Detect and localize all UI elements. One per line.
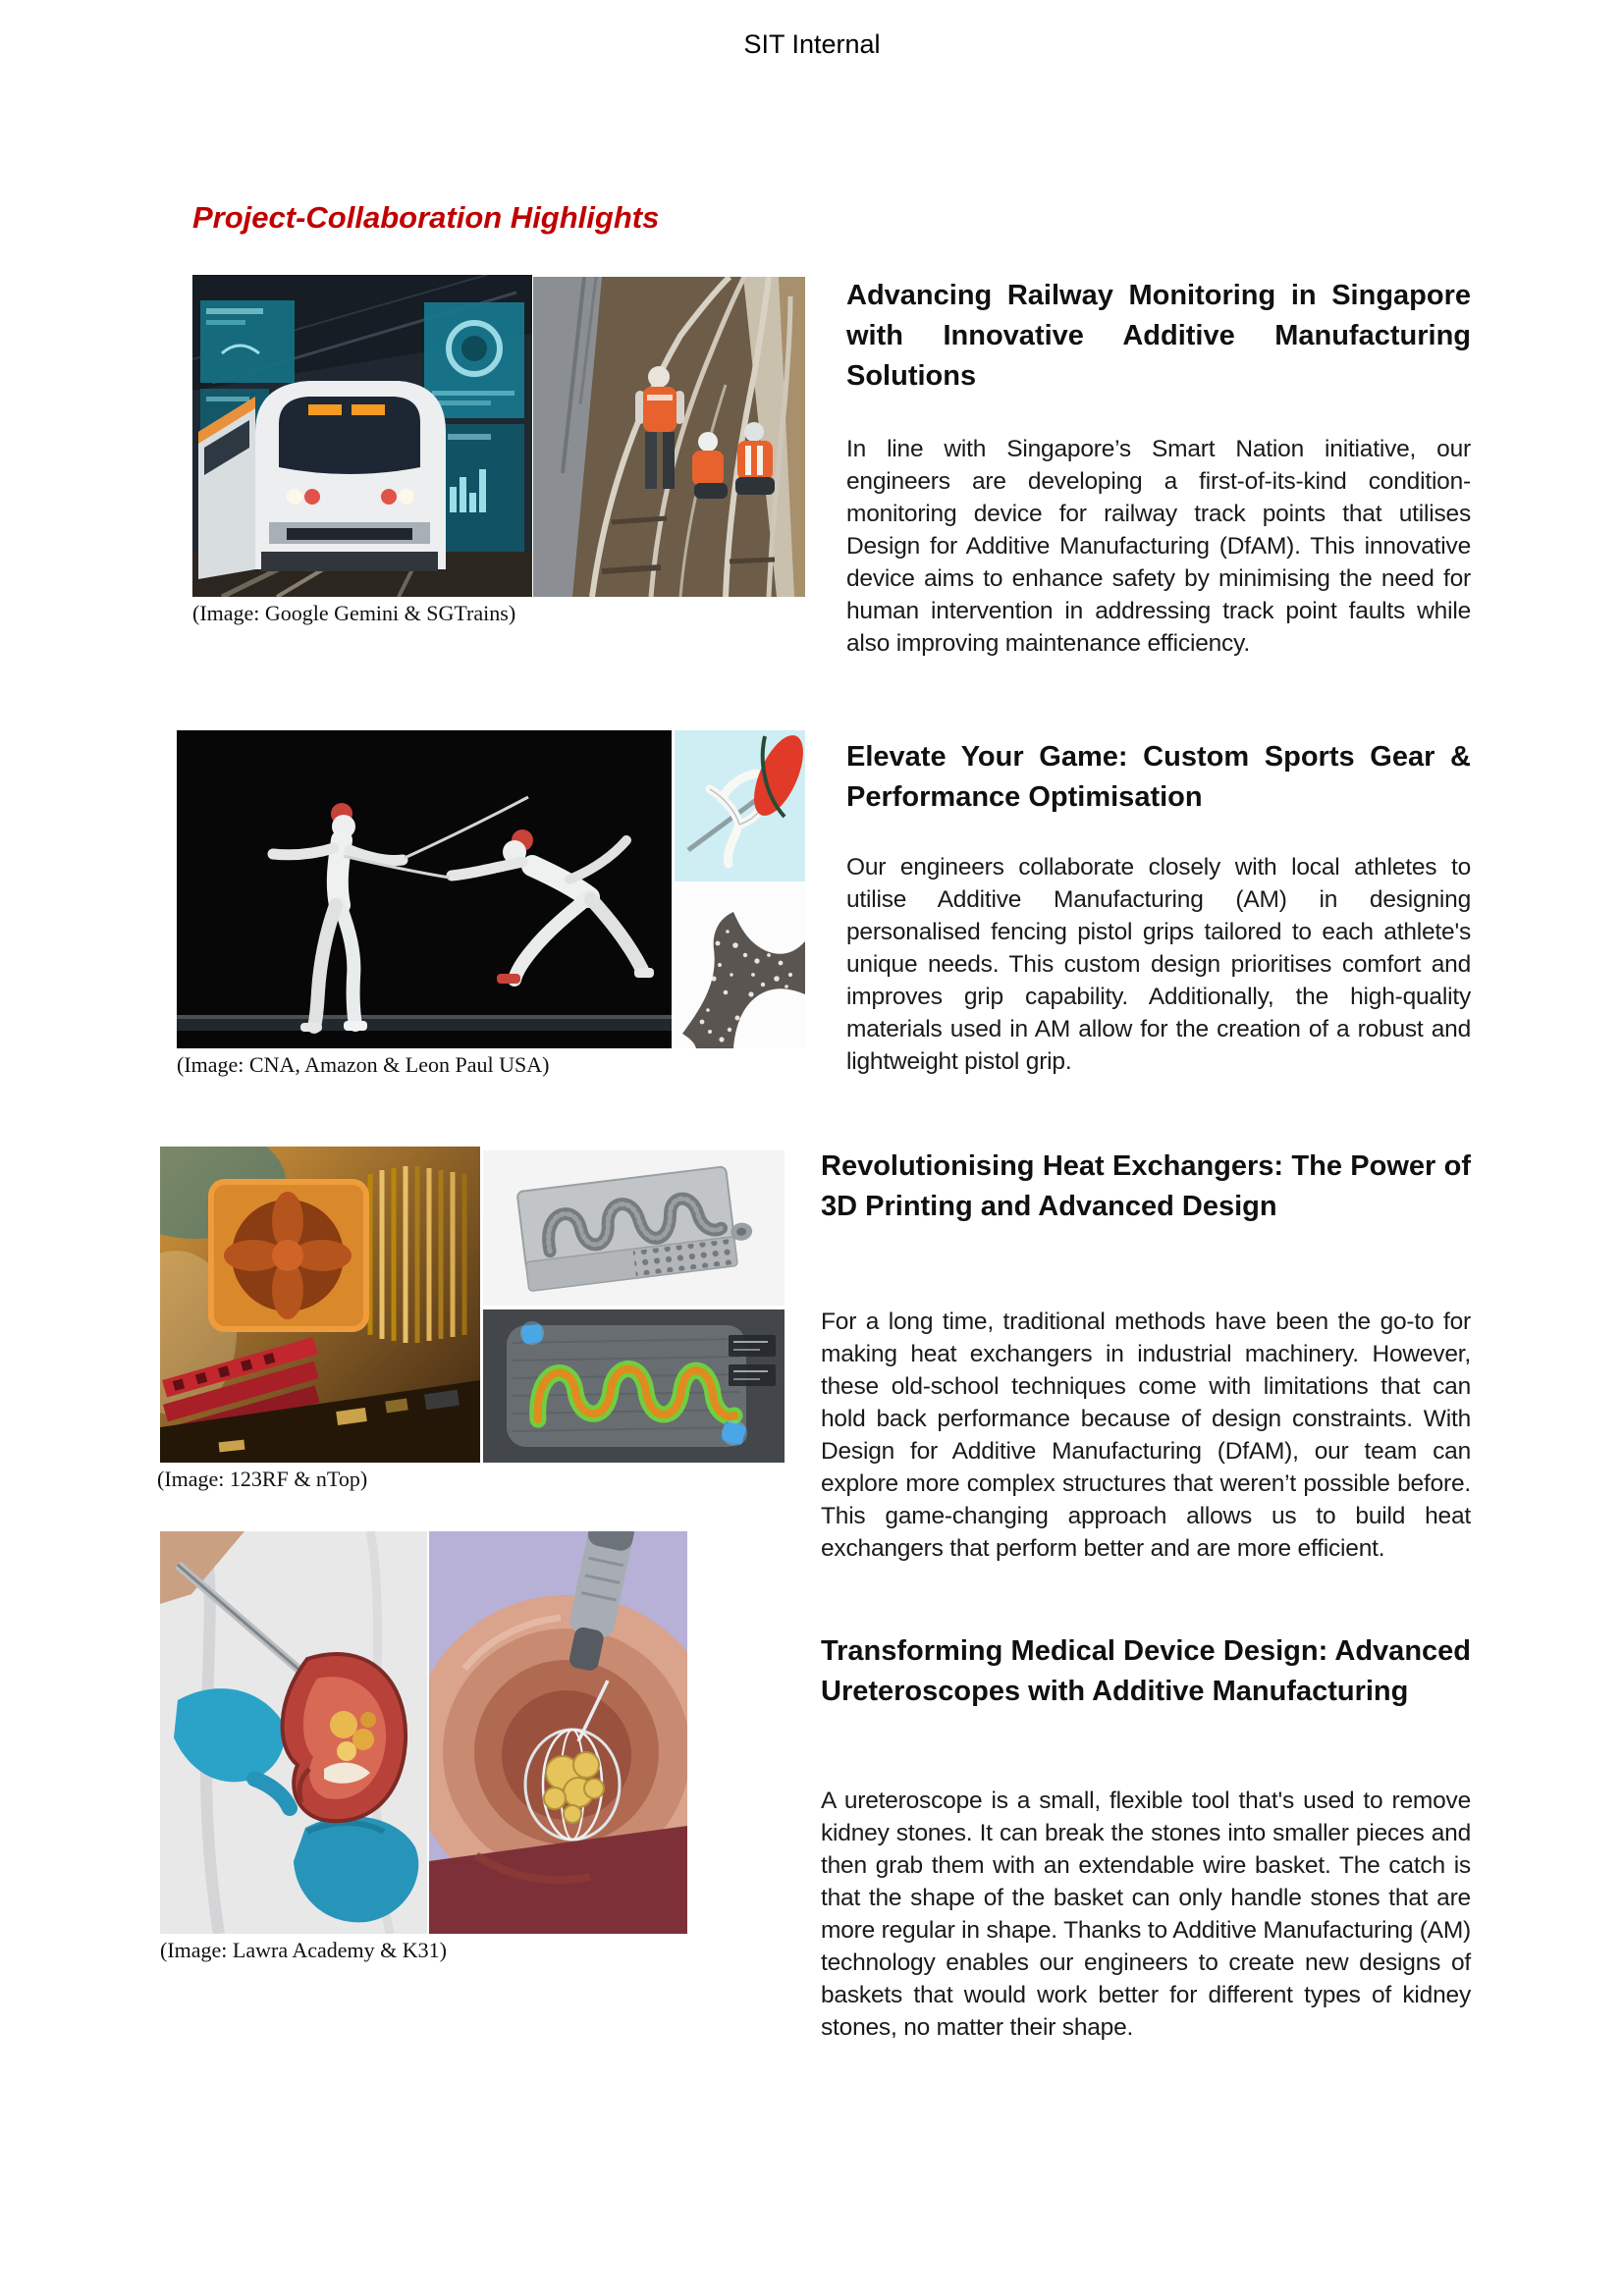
kidney-model-image — [160, 1531, 427, 1934]
printed-heat-exchanger-photo — [483, 1150, 785, 1306]
image-caption: (Image: Google Gemini & SGTrains) — [192, 601, 516, 625]
track-workers-photo — [533, 277, 805, 597]
track-workers-image — [533, 277, 805, 597]
section-body: For a long time, traditional methods have been the go-to for making heat exchangers in industrial machinery. However, these old-school techniques come with limitations that can hold back performance because of design constraints. With Design for Additive Manufacturing (DfAM), our team can explore more complex structures that weren’t possible before. This game-changing approach allows us to build heat exchangers that perform better and are more efficient. — [821, 1308, 1471, 1562]
page-title: Project-Collaboration Highlights — [192, 200, 660, 235]
lattice-structure-image — [675, 884, 805, 1048]
smart-train-image — [192, 275, 532, 597]
section-heading: Transforming Medical Device Design: Advanced Ureteroscopes with Additive Manufacturing — [821, 1635, 1471, 1707]
fencing-match-photo — [177, 730, 672, 1048]
lattice-structure-photo — [675, 884, 805, 1048]
smart-train-photo — [192, 275, 532, 597]
section-body: Our engineers collaborate closely with local athletes to utilise Additive Manufacturing (AM) in designing personalised fencing pistol grips tailored to each athlete's unique needs. This custom design prioritises comfort and improves grip capability. Additionally, the high-quality materials used in AM allow for the creation of a robust and lightweight pistol grip. — [846, 854, 1471, 1075]
printed-heat-exchanger-image — [483, 1150, 785, 1306]
section-body: In line with Singapore’s Smart Nation initiative, our engineers are developing a first-of-its-kind condition-monitoring device for railway track points that utilises Design for Additive Manufacturing (DfAM). This innovative device aims to enhance safety by minimising the need for human intervention in addressing track point faults while also improving maintenance efficiency. — [846, 436, 1471, 657]
thermal-simulation-photo — [483, 1309, 785, 1463]
pistol-grip-photo — [675, 730, 805, 881]
section-heading: Elevate Your Game: Custom Sports Gear & Performance Optimisation — [846, 741, 1471, 813]
image-caption: (Image: Lawra Academy & K31) — [160, 1938, 447, 1962]
section-heading: Advancing Railway Monitoring in Singapore with Innovative Additive Manufacturing Solutions — [846, 280, 1471, 392]
ureteroscope-image — [429, 1531, 687, 1934]
thermal-simulation-image — [483, 1309, 785, 1463]
doc-classification-header: SIT Internal — [743, 29, 881, 59]
image-caption: (Image: 123RF & nTop) — [157, 1467, 368, 1491]
fencing-match-image — [177, 730, 672, 1048]
image-caption: (Image: CNA, Amazon & Leon Paul USA) — [177, 1052, 550, 1077]
heatsink-macro-image — [160, 1147, 480, 1463]
kidney-model-photo — [160, 1531, 427, 1934]
pistol-grip-image — [675, 730, 805, 881]
ureteroscope-illustration — [429, 1531, 687, 1934]
heatsink-macro-photo — [160, 1147, 480, 1463]
section-heading: Revolutionising Heat Exchangers: The Power of 3D Printing and Advanced Design — [821, 1150, 1471, 1222]
section-body: A ureteroscope is a small, flexible tool that's used to remove kidney stones. It can break the stones into smaller pieces and then grab them with an extendable wire basket. The catch is that the shape of the basket can only handle stones that are more regular in shape. Thanks to Additive Manufacturing (AM) technology enables our engineers to create new designs of baskets that would work better for different types of kidney stones, no matter their shape. — [821, 1788, 1471, 2041]
